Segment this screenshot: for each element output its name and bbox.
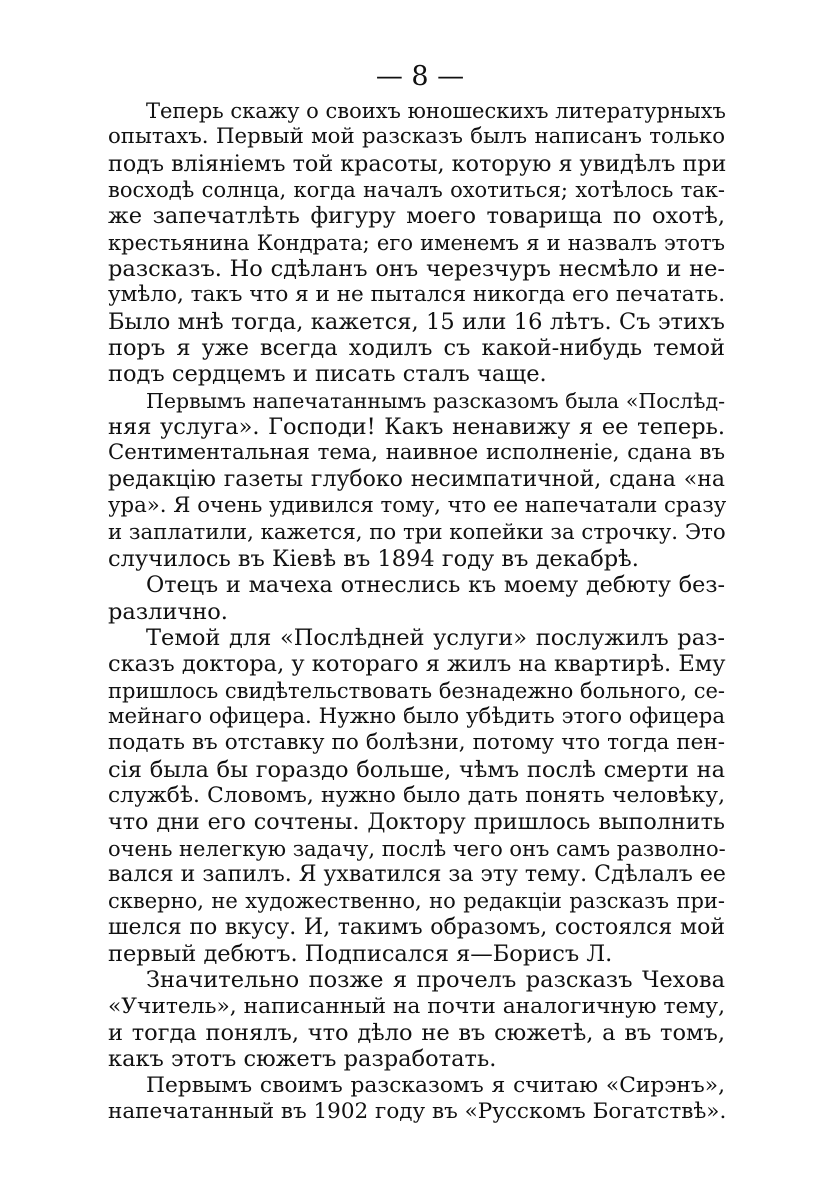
text-line: Сентиментальная тема, наивное исполненіе, сдана въ xyxy=(108,440,725,466)
text-line: пришлось свидѣтельствовать безнадежно больного, се- xyxy=(108,678,725,703)
text-line: восходѣ солнца, когда началъ охотиться; хотѣлось так- xyxy=(108,178,725,203)
text-line: Значительно позже я прочелъ разсказъ Чехова xyxy=(146,967,725,994)
text-line: какъ этотъ сюжетъ разработать. xyxy=(108,1046,497,1073)
text-line: подъ вліяніемъ той красоты, которую я увидѣлъ при xyxy=(108,150,727,177)
text-line: шелся по вкусу. И, такимъ образомъ, состоялся мой xyxy=(108,914,725,940)
text-line: Теперь скажу о своихъ юношескихъ литературныхъ xyxy=(146,99,726,123)
text-line: различно. xyxy=(108,598,228,625)
text-line: первый дебютъ. Подписался я—Борисъ Л. xyxy=(108,941,613,967)
text-line: ура». Я очень удивился тому, что ее напечатали сразу xyxy=(108,493,727,519)
text-line: очень нелегкую задачу, послѣ чего онъ самъ разволно- xyxy=(108,836,726,861)
text-line: подать въ отставку по болѣзни, потому что тогда пен- xyxy=(108,730,725,756)
text-line: мейнаго офицера. Нужно было убѣдить этого офицера xyxy=(108,703,725,729)
text-line: разсказъ. Но сдѣланъ онъ черезчуръ несмѣло и не- xyxy=(108,256,725,283)
text-line: «Учитель», написанный на почти аналогичную тему, xyxy=(108,993,725,1019)
text-line: подъ сердцемъ и писать сталъ чаще. xyxy=(108,361,547,388)
text-line: службѣ. Словомъ, нужно было дать понять человѣку, xyxy=(108,782,725,808)
text-line: умѣло, такъ что я и не пытался никогда его печатать. xyxy=(108,282,726,308)
text-line: что дни его сочтены. Доктору пришлось выполнить xyxy=(108,809,725,836)
text-line: сія была бы гораздо больше, чѣмъ послѣ смерти на xyxy=(108,756,725,783)
text-line: поръ я уже всегда ходилъ съ какой-нибудь темой xyxy=(108,335,725,362)
text-line: Первымъ своимъ разсказомъ я считаю «Сирэнъ», xyxy=(146,1072,725,1098)
text-line: сказъ доктора, у котораго я жилъ на квартирѣ. Ему xyxy=(108,651,726,678)
text-line: редакцію газеты глубоко несимпатичной, сдана «на xyxy=(108,466,725,492)
page-number: — 8 — xyxy=(375,61,465,92)
text-line: скверно, не художественно, но редакціи разсказъ при- xyxy=(108,889,725,914)
text-line: вался и запилъ. Я ухватился за эту тему. Сдѣлалъ ее xyxy=(108,861,726,887)
text-line: Темой для «Послѣдней услуги» послужилъ раз- xyxy=(146,624,725,651)
text-line: случилось въ Кіевѣ въ 1894 году въ декабрѣ. xyxy=(108,545,639,572)
text-line: напечатанный въ 1902 году въ «Русскомъ Богатствѣ». xyxy=(108,1099,727,1125)
text-line: крестьянина Кондрата; его именемъ я и назвалъ этотъ xyxy=(108,230,725,255)
body-text xyxy=(108,98,725,1125)
text-line: Было мнѣ тогда, кажется, 15 или 16 лѣтъ. Съ этихъ xyxy=(108,308,725,335)
text-line: няя услуга». Господи! Какъ ненавижу я ее теперь. xyxy=(108,414,725,441)
text-line: Первымъ напечатаннымъ разсказомъ была «Послѣд- xyxy=(146,388,725,413)
text-line: же запечатлѣть фигуру моего товарища по охотѣ, xyxy=(108,203,725,230)
text-line: опытахъ. Первый мой разсказъ былъ написанъ только xyxy=(108,124,725,150)
text-line: и заплатили, кажется, по три копейки за строчку. Это xyxy=(108,519,726,545)
text-line: Отецъ и мачеха отнеслись къ моему дебюту без- xyxy=(146,572,725,599)
text-line: и тогда понялъ, что дѣло не въ сюжетѣ, а въ томъ, xyxy=(108,1020,725,1047)
